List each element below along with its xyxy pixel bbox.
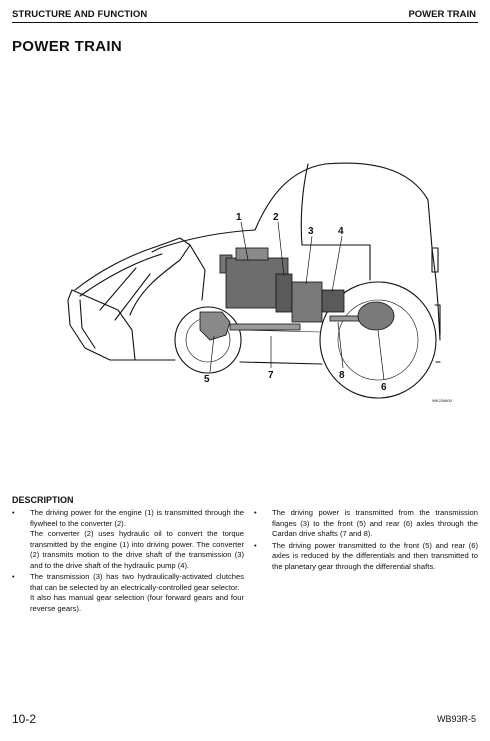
power-train-diagram (40, 150, 480, 410)
bullet-paragraph: The driving power is transmitted from the transmission flanges (3) to the front (5) and rear (6) axles through the Cardan drive shafts (7 and 8). (272, 508, 478, 538)
callout-front-cardan-shaft: 7 (268, 370, 274, 381)
callout-front-axle: 5 (204, 374, 210, 385)
header-section: STRUCTURE AND FUNCTION (12, 9, 148, 20)
front-axle (200, 312, 230, 340)
description-heading: DESCRIPTION (12, 495, 74, 505)
bullet-paragraph: The driving power for the engine (1) is transmitted through the flywheel to the converter (2). (30, 508, 244, 528)
bucket (68, 290, 135, 360)
bullet-differentials (254, 541, 478, 573)
header-rule (12, 22, 478, 23)
callout-rear-axle: 6 (381, 382, 387, 393)
bullet-engine-converter (12, 508, 244, 571)
callout-engine: 1 (236, 212, 242, 223)
bullet-mark: • (12, 572, 15, 581)
bullet-mark: • (12, 508, 15, 517)
description-left-column (12, 508, 244, 615)
model-code: WB93R-5 (436, 714, 476, 724)
bullet-cardan-shafts (254, 508, 478, 540)
header-topic: POWER TRAIN (408, 9, 476, 20)
description-right-column (254, 508, 478, 573)
cab-outline (255, 163, 440, 340)
page-title: POWER TRAIN (12, 38, 122, 55)
bullet-mark: • (254, 540, 257, 550)
bullet-paragraph: The converter (2) uses hydraulic oil to convert the torque transmitted by the engine (1) into driving power. The converter (2) transmits motion to the drive shaft of the transmission (3) and to the drive shaft of the hydraulic pump (4). (30, 529, 244, 570)
rear-axle (358, 302, 394, 330)
converter (276, 274, 292, 312)
callout-rear-cardan-shaft: 8 (339, 370, 345, 381)
bullet-paragraph: The transmission (3) has two hydraulically-activated clutches that can be selected by an electrically-controlled gear selector. (30, 572, 244, 592)
page-number: 10-2 (12, 712, 37, 726)
front-cardan-shaft (230, 324, 300, 330)
bullet-paragraph: The driving power transmitted to the front (5) and rear (6) axles is reduced by the differentials and then transmitted to the planetary gear through the differential shafts. (272, 540, 478, 571)
bullet-paragraph: It also has manual gear selection (four forward gears and four reverse gears). (30, 593, 244, 613)
bullet-transmission-clutches (12, 572, 244, 614)
bullet-mark: • (254, 508, 257, 517)
page-header (0, 0, 490, 22)
transmission (292, 282, 322, 322)
power-train-illustration (40, 150, 480, 410)
loader-arm (75, 238, 190, 315)
figure-code: WK234600 (432, 398, 452, 403)
callout-converter: 2 (273, 212, 279, 223)
callout-hydraulic-pump: 4 (338, 226, 344, 237)
callout-transmission: 3 (308, 226, 314, 237)
hydraulic-pump (322, 290, 344, 312)
